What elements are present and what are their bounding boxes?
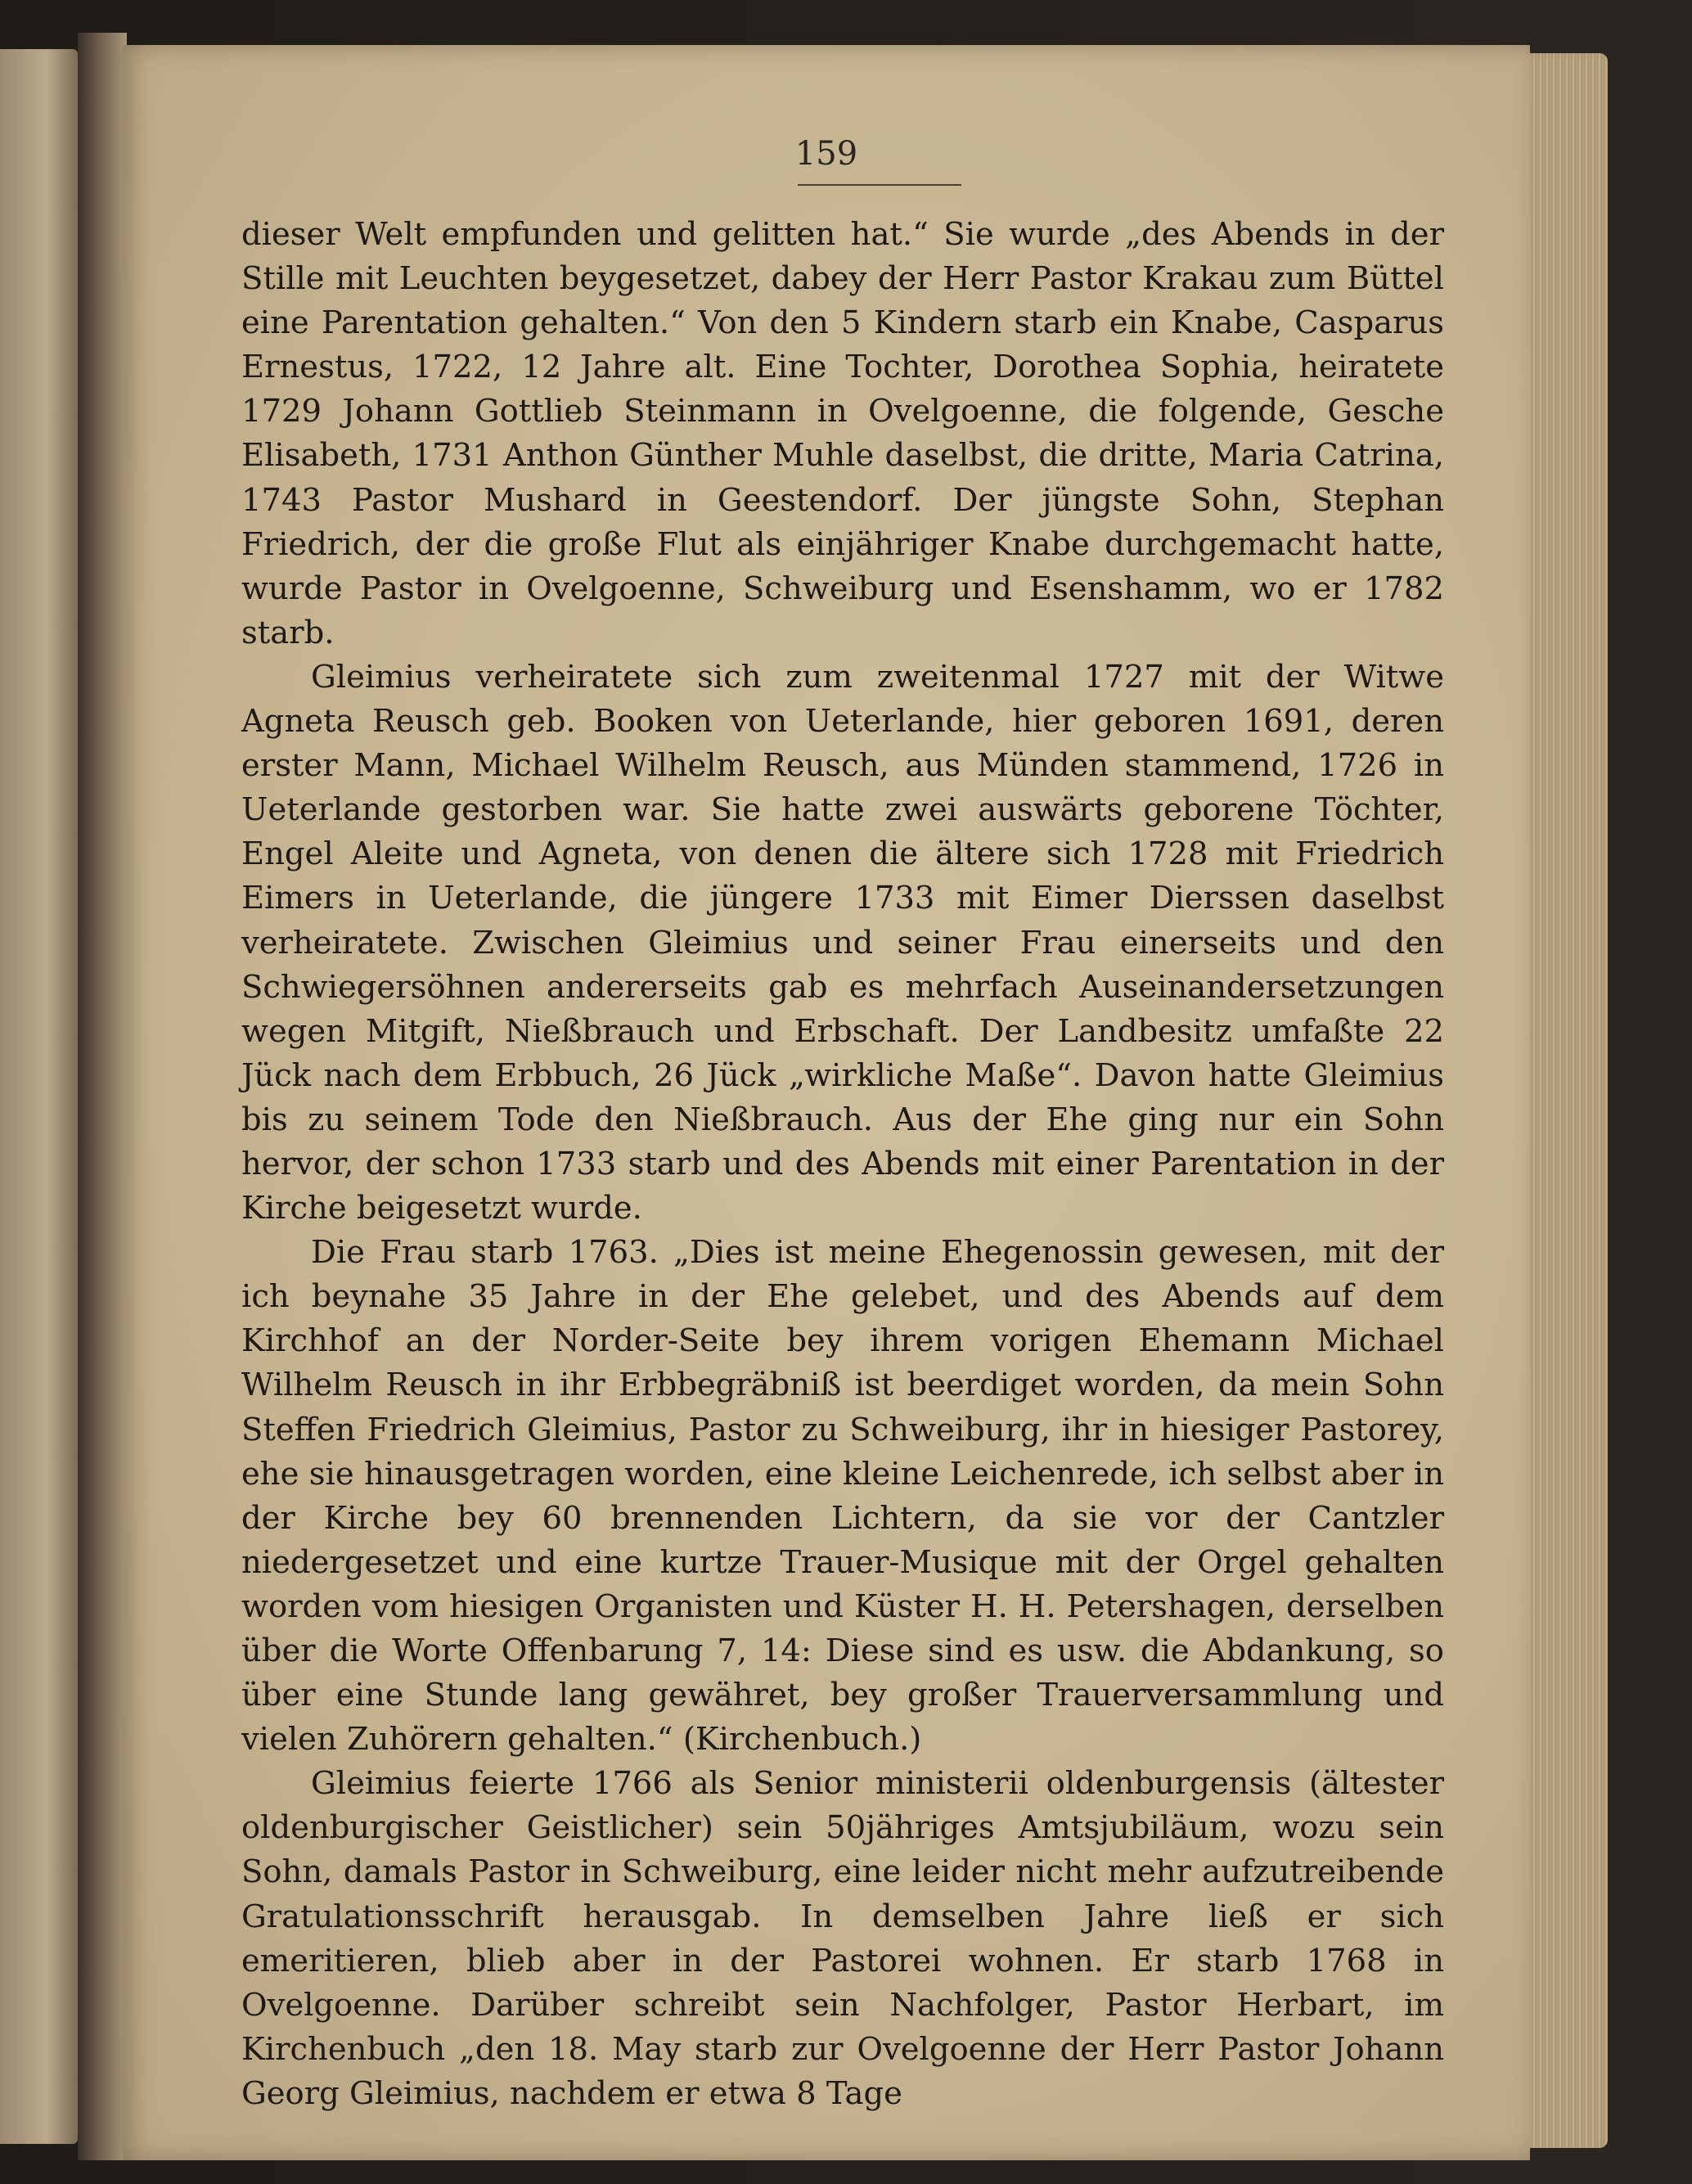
page-number: 159 — [794, 135, 858, 173]
paragraph-4: Gleimius feierte 1766 als Senior ministerii oldenburgensis (ältester oldenburgischer Geistlicher) sein 50jähriges Amtsjubiläum, wozu sein Sohn, damals Pastor in Schweiburg, eine leider nicht mehr aufzutreibende Gratulationsschrift herausgab. In demselben Jahre ließ er sich emeritieren, blieb aber in der Pastorei wohnen. Er starb 1768 in Ovelgoenne. Darüber schreibt sein Nachfolger, Pastor Herbart, im Kirchenbuch „den 18. May starb zur Ovelgoenne der Herr Pastor Johann Georg Gleimius, nachdem er etwa 8 Tage — [241, 1765, 1444, 2112]
page-number-rule — [798, 184, 961, 186]
left-page-edge — [0, 49, 78, 2144]
book-page — [123, 45, 1530, 2160]
paragraph-3: Die Frau starb 1763. „Dies ist meine Ehegenossin gewesen, mit der ich beynahe 35 Jahre in der Ehe gelebet, und des Abends auf dem Kirchhof an der Norder-Seite bey ihrem vorigen Ehemann Michael Wilhelm Reusch in ihr Erbbegräbniß ist beerdiget worden, da mein Sohn Steffen Friedrich Gleimius, Pastor zu Schweiburg, ihr in hiesiger Pastorey, ehe sie hinausgetragen worden, eine kleine Leichenrede, ich selbst aber in der Kirche bey 60 brennenden Lichtern, da sie vor der Cantzler niedergesetzet und eine kurtze Trauer-Musique mit der Orgel gehalten worden vom hiesigen Organisten und Küster H. H. Petershagen, derselben über die Worte Offenbarung 7, 14: Diese sind es usw. die Abdankung, so über eine Stunde lang gewähret, bey großer Trauerversammlung und vielen Zuhörern gehalten.“ (Kirchenbuch.) — [241, 1234, 1444, 1758]
paragraph-2: Gleimius verheiratete sich zum zweitenmal 1727 mit der Witwe Agneta Reusch geb. Booken von Ueterlande, hier geboren 1691, deren erster Mann, Michael Wilhelm Reusch, aus Münden stammend, 1726 in Ueterlande gestorben war. Sie hatte zwei auswärts geborene Töchter, Engel Aleite und Agneta, von denen die ältere sich 1728 mit Friedrich Eimers in Ueterlande, die jüngere 1733 mit Eimer Dierssen daselbst verheiratete. Zwischen Gleimius und seiner Frau einerseits und den Schwiegersöhnen andererseits gab es mehrfach Auseinandersetzungen wegen Mitgift, Nießbrauch und Erbschaft. Der Landbesitz umfaßte 22 Jück nach dem Erbbuch, 26 Jück „wirkliche Maße“. Davon hatte Gleimius bis zu seinem Tode den Nießbrauch. Aus der Ehe ging nur ein Sohn hervor, der schon 1733 starb und des Abends mit einer Parentation in der Kirche beigesetzt wurde. — [241, 658, 1444, 1227]
page-body-text — [241, 213, 1444, 2116]
paragraph-1: dieser Welt empfunden und gelitten hat.“ Sie wurde „des Abends in der Stille mit Leuchten beygesetzet, dabey der Herr Pastor Krakau zum Büttel eine Parentation gehalten.“ Von den 5 Kindern starb ein Knabe, Casparus Ernestus, 1722, 12 Jahre alt. Eine Tochter, Dorothea Sophia, heiratete 1729 Johann Gottlieb Steinmann in Ovelgoenne, die folgende, Gesche Elisabeth, 1731 Anthon Günther Muhle daselbst, die dritte, Maria Catrina, 1743 Pastor Mushard in Geestendorf. Der jüngste Sohn, Stephan Friedrich, der die große Flut als einjähriger Knabe durchgemacht hatte, wurde Pastor in Ovelgoenne, Schweiburg und Esenshamm, wo er 1782 starb. — [241, 216, 1444, 651]
page-stack-edge — [1530, 53, 1608, 2148]
book-gutter — [78, 33, 127, 2160]
